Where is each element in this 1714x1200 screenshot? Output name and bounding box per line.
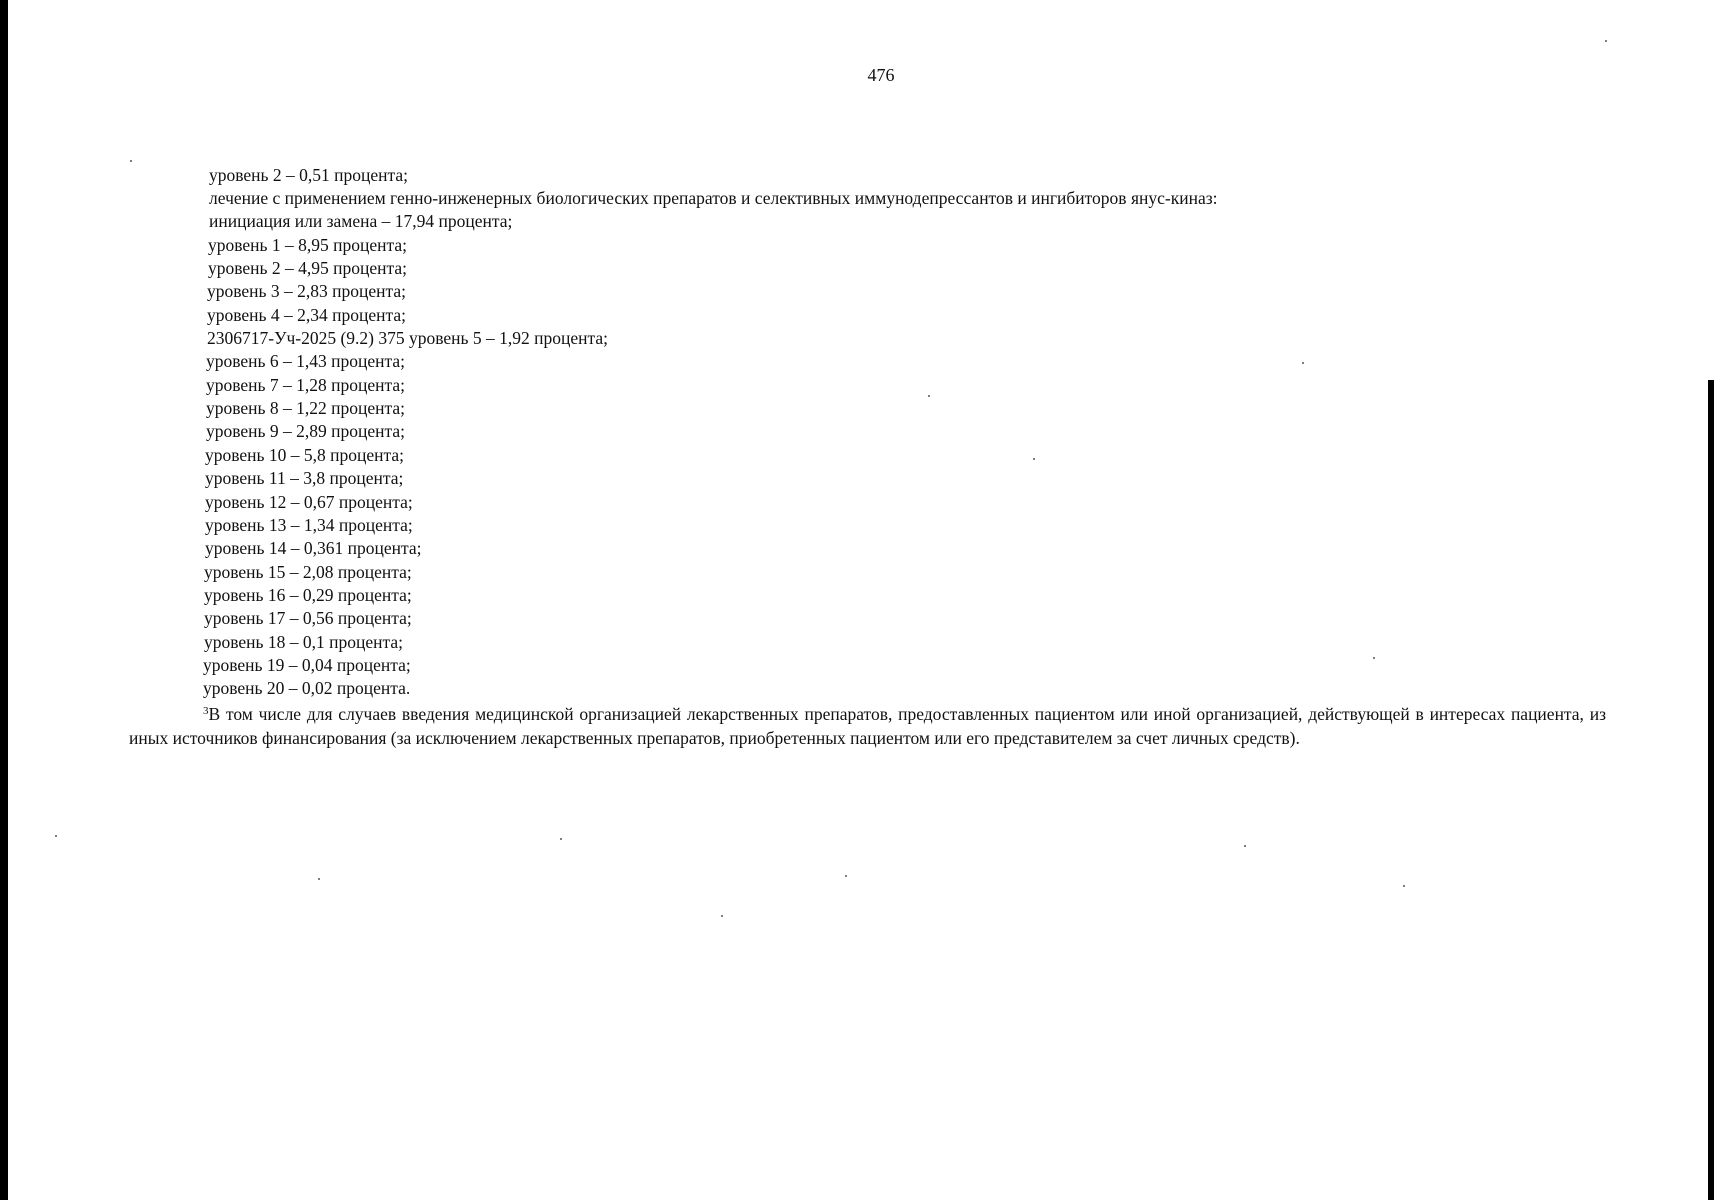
footnote-text: В том числе для случаев введения медицинской организацией лекарственных препаратов, предоставленных пациентом или иной организацией, действующей в интересах пациента, из иных источников финансирования (за исключением лекарственных препаратов, приобретенных пациентом или его представителем за счет личных средств). <box>129 704 1606 748</box>
page-number: 476 <box>867 65 895 85</box>
list-item: уровень 9 – 2,89 процента; <box>206 421 406 441</box>
list-item: уровень 10 – 5,8 процента; <box>205 445 405 465</box>
list-item: уровень 15 – 2,08 процента; <box>204 562 412 582</box>
list-item: уровень 6 – 1,43 процента; <box>206 351 406 371</box>
list-item: уровень 17 – 0,56 процента; <box>204 608 412 628</box>
list-item: уровень 11 – 3,8 процента; <box>205 468 404 488</box>
list-item: уровень 18 – 0,1 процента; <box>204 632 404 652</box>
list-item: уровень 16 – 0,29 процента; <box>204 585 412 605</box>
list-item: уровень 8 – 1,22 процента; <box>206 398 406 418</box>
list-item: уровень 20 – 0,02 процента. <box>203 678 411 698</box>
scan-right-border <box>1708 380 1714 1200</box>
list-item: 2306717-Уч-2025 (9.2) 375 уровень 5 – 1,92 процента; <box>207 328 609 348</box>
list-item: инициация или замена – 17,94 процента; <box>209 211 513 231</box>
list-item: лечение с применением генно-инженерных биологических препаратов и селективных иммунодепрессантов и ингибиторов янус-киназ: <box>209 188 1218 208</box>
list-item: уровень 3 – 2,83 процента; <box>207 281 407 301</box>
footnote-marker: 3 <box>203 705 209 717</box>
scan-left-border <box>0 0 8 1200</box>
list-item: уровень 2 – 4,95 процента; <box>208 258 408 278</box>
list-item: уровень 19 – 0,04 процента; <box>203 655 411 675</box>
list-item: уровень 2 – 0,51 процента; <box>209 165 409 185</box>
list-item: уровень 12 – 0,67 процента; <box>205 492 413 512</box>
list-item: уровень 14 – 0,361 процента; <box>205 538 422 558</box>
list-item: уровень 7 – 1,28 процента; <box>206 375 406 395</box>
list-item: уровень 13 – 1,34 процента; <box>205 515 413 535</box>
list-item: уровень 1 – 8,95 процента; <box>208 235 408 255</box>
list-item: уровень 4 – 2,34 процента; <box>207 305 407 325</box>
footnote <box>129 703 1606 750</box>
